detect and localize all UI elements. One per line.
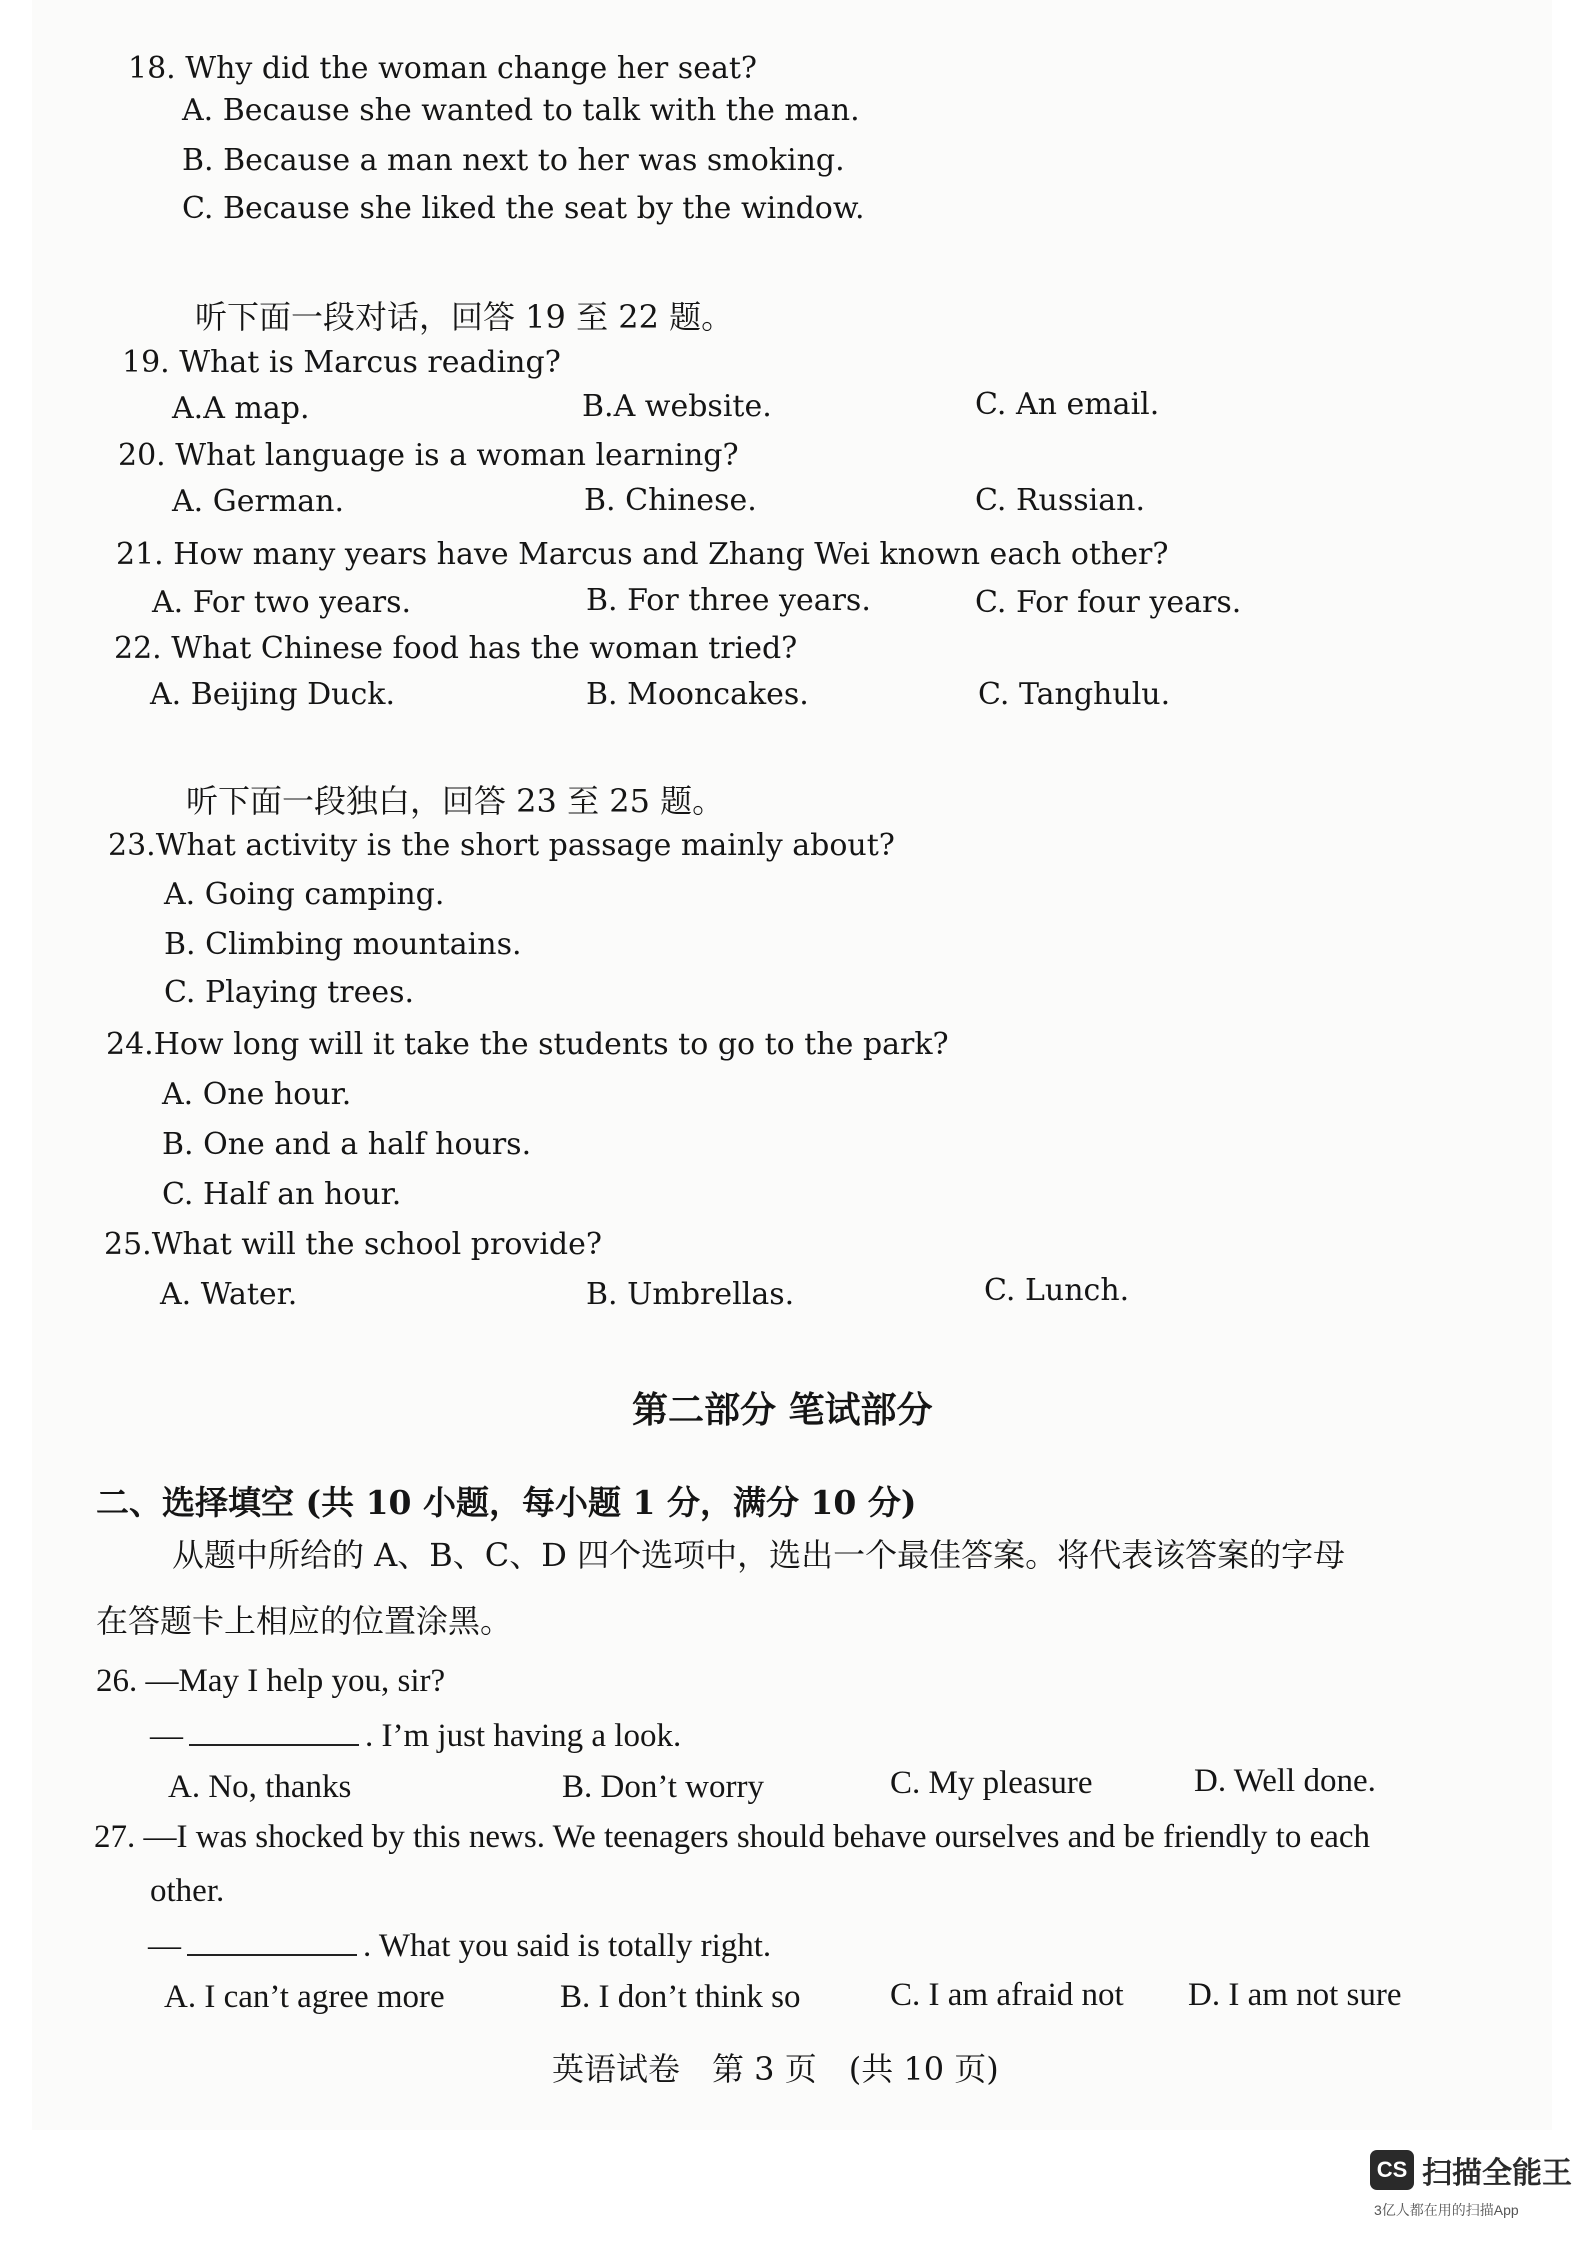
q22-option-c: C. Tanghulu.	[978, 677, 1171, 712]
q19-option-c: C. An email.	[975, 387, 1160, 422]
q21-option-a: A. For two years.	[152, 585, 412, 620]
q25-option-c: C. Lunch.	[984, 1273, 1130, 1308]
q23-stem: 23.What activity is the short passage mainly about?	[108, 828, 895, 863]
section2-instruction-line2: 在答题卡上相应的位置涂黑。	[96, 1602, 513, 1640]
q20-option-a: A. German.	[172, 484, 344, 519]
q26-answer-blank	[189, 1716, 359, 1746]
q18-stem: 18. Why did the woman change her seat?	[128, 51, 757, 86]
q27-dash: —	[148, 1928, 181, 1964]
q19-option-a: A.A map.	[172, 391, 310, 426]
q26-dash: —	[150, 1718, 183, 1754]
q19-stem: 19. What is Marcus reading?	[122, 345, 561, 380]
q26-line1: 26. —May I help you, sir?	[96, 1663, 446, 1699]
section2-instruction-line1: 从题中所给的 A、B、C、D 四个选项中，选出一个最佳答案。将代表该答案的字母	[172, 1536, 1346, 1574]
q22-stem: 22. What Chinese food has the woman tried?	[114, 631, 798, 666]
q21-option-c: C. For four years.	[975, 585, 1242, 620]
camscanner-logo-icon: CS	[1370, 2150, 1414, 2190]
q27-line2	[148, 1926, 771, 1965]
q26-option-b: B. Don’t worry	[562, 1769, 764, 1805]
q27-option-d: D. I am not sure	[1188, 1977, 1402, 2013]
monologue-instruction: 听下面一段独白，回答 23 至 25 题。	[186, 782, 725, 820]
q27-option-c: C. I am afraid not	[890, 1977, 1124, 2013]
q27-line1: 27. —I was shocked by this news. We teenagers should behave ourselves and be friendly to each	[94, 1819, 1371, 1855]
dialog-instruction: 听下面一段对话，回答 19 至 22 题。	[195, 298, 734, 336]
page-footer: 英语试卷 第 3 页 (共 10 页)	[552, 2050, 999, 2088]
q20-option-b: B. Chinese.	[584, 483, 757, 518]
q18-option-b: B. Because a man next to her was smoking.	[182, 143, 845, 178]
q20-option-c: C. Russian.	[975, 483, 1145, 518]
q26-option-d: D. Well done.	[1194, 1763, 1376, 1799]
section2-title: 二、选择填空 (共 10 小题，每小题 1 分，满分 10 分)	[96, 1483, 917, 1522]
q25-option-b: B. Umbrellas.	[586, 1277, 795, 1312]
q22-option-a: A. Beijing Duck.	[150, 677, 395, 712]
q26-line2	[150, 1716, 681, 1755]
camscanner-brand: 扫描全能王	[1422, 2157, 1572, 2190]
q19-option-b: B.A website.	[582, 389, 772, 424]
q18-option-c: C. Because she liked the seat by the window.	[182, 191, 865, 226]
q24-option-a: A. One hour.	[162, 1077, 352, 1112]
q24-stem: 24.How long will it take the students to go to the park?	[106, 1027, 949, 1062]
q27-answer-blank	[187, 1926, 357, 1956]
q26-option-a: A. No, thanks	[168, 1769, 352, 1805]
q25-stem: 25.What will the school provide?	[104, 1227, 602, 1262]
q21-stem: 21. How many years have Marcus and Zhang Wei known each other?	[116, 537, 1169, 572]
q23-option-a: A. Going camping.	[164, 877, 445, 912]
q27-line2-tail: . What you said is totally right.	[363, 1928, 772, 1964]
q24-option-c: C. Half an hour.	[162, 1177, 402, 1212]
q26-line2-tail: . I’m just having a look.	[365, 1718, 682, 1754]
q27-line1-continued: other.	[150, 1873, 225, 1909]
q23-option-c: C. Playing trees.	[164, 975, 415, 1010]
q20-stem: 20. What language is a woman learning?	[118, 438, 739, 473]
q27-option-b: B. I don’t think so	[560, 1979, 801, 2015]
q25-option-a: A. Water.	[160, 1277, 298, 1312]
part2-title: 第二部分 笔试部分	[632, 1389, 933, 1431]
q18-option-a: A. Because she wanted to talk with the man.	[182, 93, 860, 128]
camscanner-tagline: 3亿人都在用的扫描App	[1374, 2202, 1519, 2218]
q27-option-a: A. I can’t agree more	[164, 1979, 445, 2015]
q26-option-c: C. My pleasure	[890, 1765, 1093, 1801]
q22-option-b: B. Mooncakes.	[586, 677, 809, 712]
q24-option-b: B. One and a half hours.	[162, 1127, 532, 1162]
q23-option-b: B. Climbing mountains.	[164, 927, 522, 962]
q21-option-b: B. For three years.	[586, 583, 871, 618]
